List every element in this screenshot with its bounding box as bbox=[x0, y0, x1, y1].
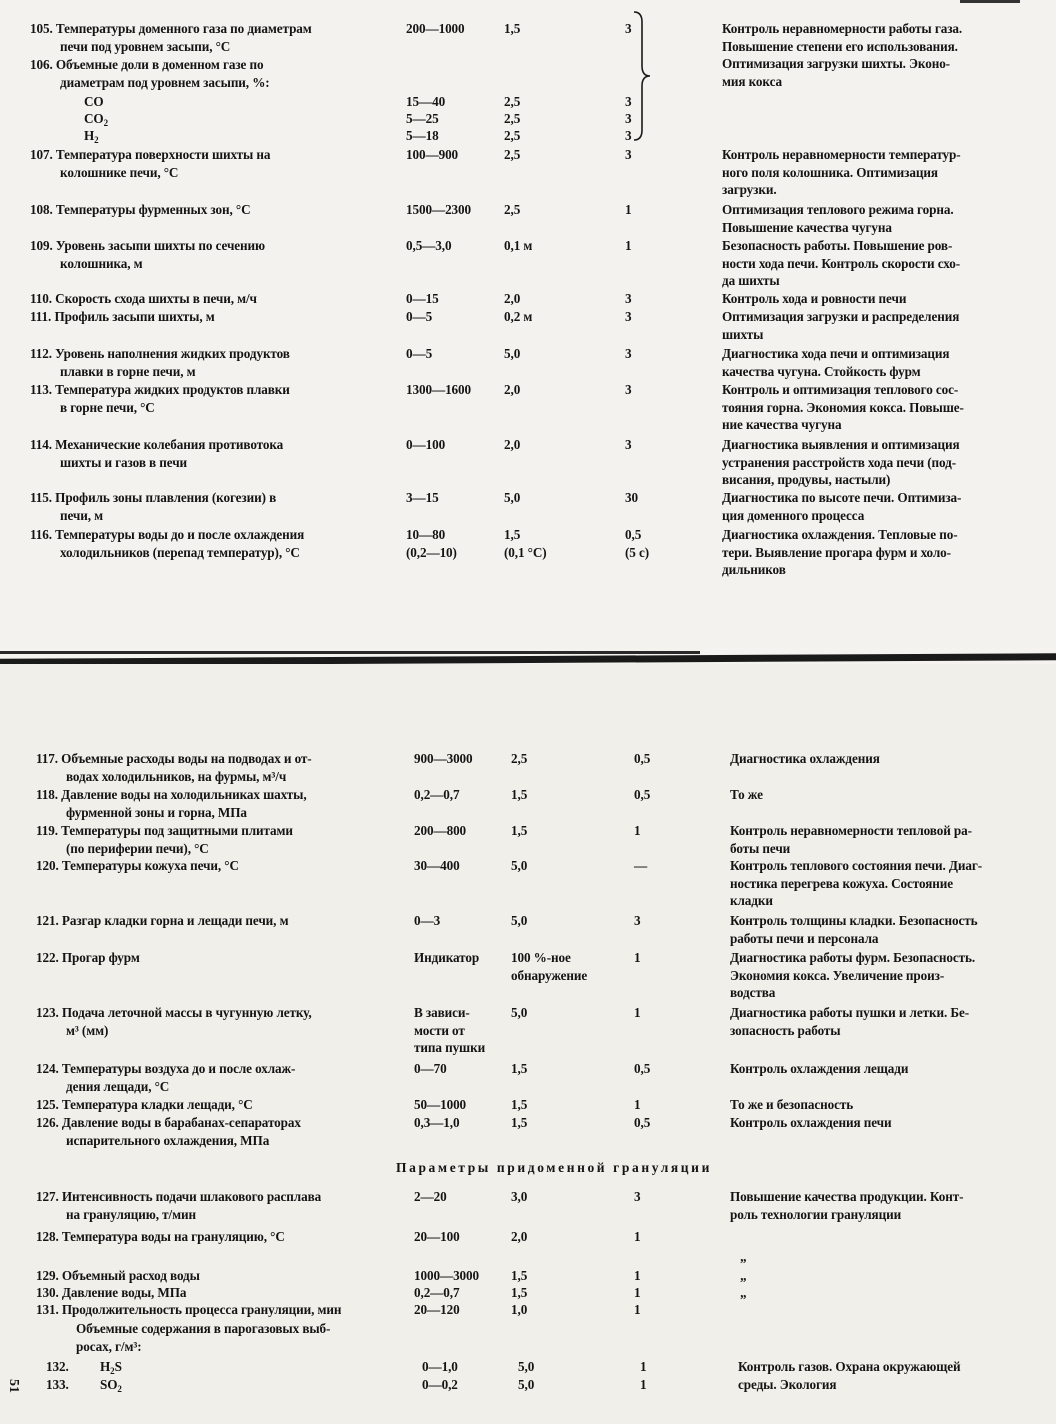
edge-mark bbox=[960, 0, 1020, 3]
page-bottom-section: 117. Объемные расходы воды на подводах и от- водах холодильников, на фурмы, м³/ч 900—3000 2,5 0,5 Диагностика охлаждения 118. Давление воды на холодильниках шахты, фурменной зоны и горна, МПа 0,2—0,7 1,5 0,5 То же 119. Температуры под защитными плитами (по периферии печи), °С 200—800 1,5 1 Контроль неравномерности тепловой ра- боты печи 120. Температуры кожуха печи, °С 30—400 5,0 — Контроль теплового состояния печи. Диаг- ностика перегрева кожуха. Состояние кладки 121. Разгар кладки горна и лещади печи, м 0—3 5,0 3 Контроль толщины кладки. Безопасность работы печи и персонала 122. Прогар фурм Индикатор 100 %-ное обнаружение 1 Диагностика работы фурм. Безопасность. Экономия кокса. Увеличение произ- водства 123. Подача леточной массы в чугунную летку, м³ (мм) В зависи- мости от типа пушки 5,0 1 Диагностика работы пушки и летки. Бе- зопасность работы 124. Температуры воздуха до и после охлаж- дения лещади, °С 0—70 1,5 0,5 Контроль охлаждения лещади 125. Температура кладки лещади, °С 50—1000 1,5 1 То же и безопасность 126. Давление воды в барабанах-сепараторах испарительного охлаждения, МПа 0,3—1,0 1,5 0,5 Контроль охлаждения печи Параметры придоменной грануляции 127. Интенсивность подачи шлакового расплава на грануляцию, т/мин 2—20 3,0 3 Повышение качества продукции. Конт- роль технологии грануляции 128. Температура воды на грануляцию, °С 20—100 2,0 1 „ 129. Объемный расход воды 1000—3000 1,5 1 „ 130. Давление воды, МПа 0,2—0,7 1,5 1 „ 131. Продолжительность процесса грануляции, мин 20—120 1,0 1 Объемные содержания в парогазовых выб- росах, г/м³: 132. $H_2S$ 0—1,0 5,0 1 Контроль газов. Охрана окружающей среды. Экология 133. $SO_2$ 0—0,2 5,0 1 bbox=[0, 664, 1056, 1424]
curly-brace-icon bbox=[632, 10, 654, 142]
page-number: 51 bbox=[6, 1379, 21, 1393]
section-heading: Параметры придоменной грануляции bbox=[396, 1160, 712, 1175]
page-top-section: 105. Температуры доменного газа по диаметрам печи под уровнем засыпи, °С 200—1000 1,5 3 Контроль неравномерности работы газа. Повышение степени его использования. Оптимизация загрузки шихты. Эконо- мия кокса 106. Объемные доли в доменном газе по диаметрам под уровнем засыпи, %: CO 15—40 2,5 3 $CO_2$ 5—25 2,5 3 $H_2$ 5—18 2,5 3 107. Температура поверхности шихты на колошнике печи, °С 100—900 2,5 3 Контроль неравномерности температур- ного поля колошника. Оптимизация загрузки. 108. Температуры фурменных зон, °С 1500—2300 2,5 1 Оптимизация теплового режима горна. Повышение качества чугуна 109. Уровень засыпи шихты по сечению колошника, м 0,5—3,0 0,1 м 1 Безопасность работы. Повышение ров- ности хода печи. Контроль скорости схо- да шихты 110. Скорость схода шихты в печи, м/ч 0—15 2,0 3 Контроль хода и ровности печи 111. Профиль засыпи шихты, м 0—5 0,2 м 3 Оптимизация загрузки и распределения шихты 112. Уровень наполнения жидких продуктов плавки в горне печи, м 0—5 5,0 3 Диагностика хода печи и оптимизация качества чугуна. Стойкость фурм 113. Температура жидких продуктов плавки в горне печи, °С 1300—1600 2,0 3 Контроль и оптимизация теплового сос- тояния горна. Экономия кокса. Повыше- ние качества чугуна 114. Механические колебания противотока шихты и газов в печи 0—100 2,0 3 Диагностика выявления и оптимизация устранения расстройств хода печи (под- висания, продувы, настыли) 115. Профиль зоны плавления (когезии) в печи, м 3—15 5,0 30 Диагностика по высоте печи. Оптимиза- ция доменного процесса 116. Температуры воды до и после охлаждения холодильников (перепад температур), °С 10—80 (0,2—10) 1,5 (0,1 °С) 0,5 (5 с) Диагностика охлаждения. Тепловые по- тери. Выявление прогара фурм и холо- дильников bbox=[0, 0, 1056, 648]
